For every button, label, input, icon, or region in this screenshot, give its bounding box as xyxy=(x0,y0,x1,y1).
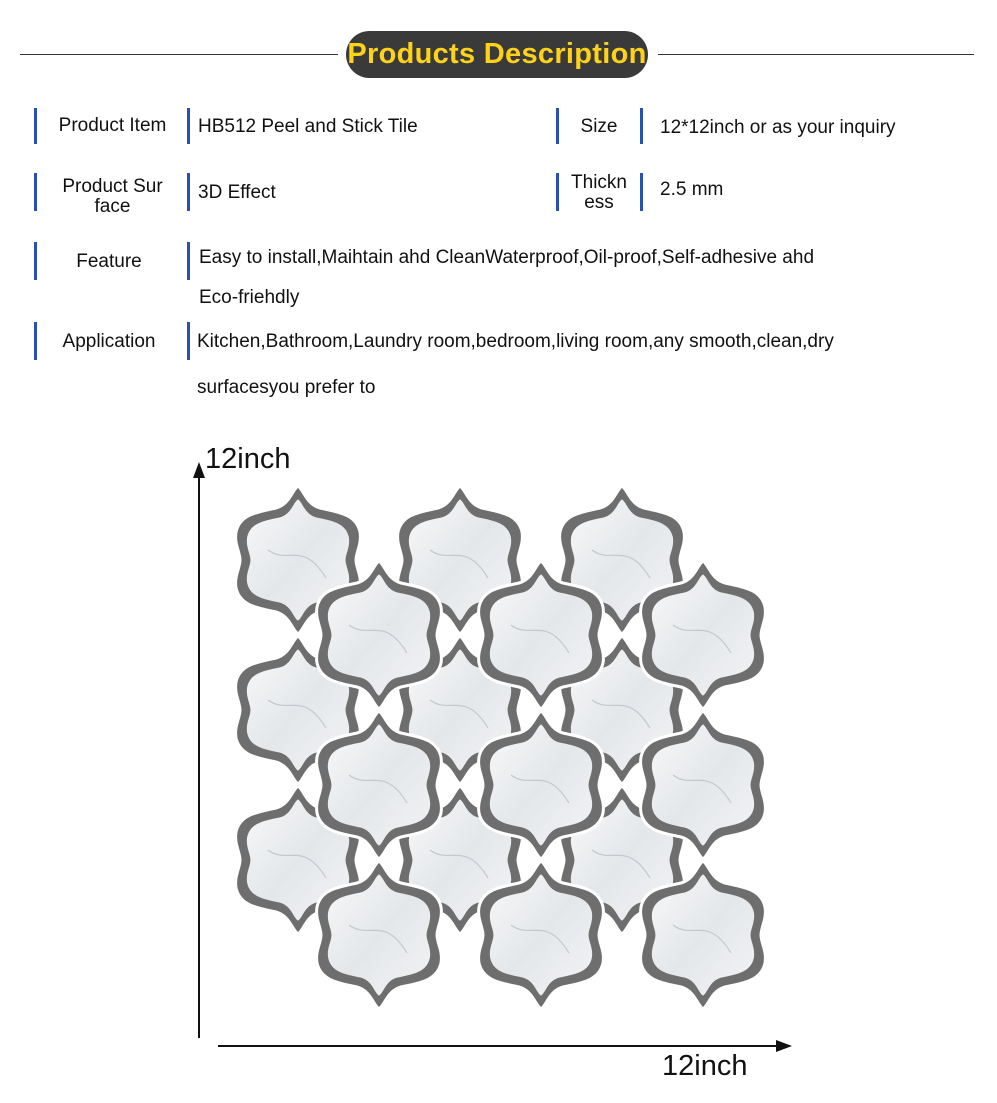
application-value-line1: Kitchen,Bathroom,Laundry room,bedroom,living room,any smooth,clean,dry xyxy=(197,331,834,352)
value-divider-bar xyxy=(187,242,190,280)
value-divider-bar xyxy=(187,108,190,144)
application-label: Application xyxy=(62,331,156,352)
feature-value-line1: Easy to install,Maihtain ahd CleanWaterproof,Oil-proof,Self-adhesive ahd xyxy=(199,247,815,268)
width-dimension-label: 12inch xyxy=(662,1050,748,1082)
product-surface-label-line1: Product Sur xyxy=(62,176,163,197)
application-value xyxy=(197,319,834,411)
feature-value xyxy=(199,236,814,320)
value-divider-bar xyxy=(640,173,643,211)
header-rule-left xyxy=(20,54,338,55)
lantern-tile-sheet-image xyxy=(210,470,790,1040)
label-accent-bar xyxy=(556,108,559,144)
thickness-value: 2.5 mm xyxy=(660,179,724,200)
width-arrow-head xyxy=(776,1040,792,1052)
feature-label: Feature xyxy=(76,251,142,272)
label-accent-bar xyxy=(34,242,37,280)
product-surface-label xyxy=(40,177,185,217)
thickness-label xyxy=(562,173,636,213)
feature-value-line2: Eco-friehdly xyxy=(199,287,300,308)
label-accent-bar xyxy=(34,322,37,360)
thickness-label-line2: ess xyxy=(584,192,614,213)
product-item-label: Product Item xyxy=(58,115,167,136)
height-dimension-label: 12inch xyxy=(205,443,291,475)
product-surface-value: 3D Effect xyxy=(198,182,276,203)
section-title: Products Description xyxy=(347,38,647,70)
value-divider-bar xyxy=(187,173,190,211)
product-surface-label-line2: face xyxy=(94,196,131,217)
thickness-label-line1: Thickn xyxy=(571,172,627,193)
value-divider-bar xyxy=(640,108,643,144)
label-accent-bar xyxy=(556,173,559,211)
label-accent-bar xyxy=(34,173,37,211)
value-divider-bar xyxy=(187,322,190,360)
application-value-line2: surfacesyou prefer to xyxy=(197,377,376,398)
size-label: Size xyxy=(580,116,618,137)
width-arrow-line xyxy=(218,1045,778,1047)
height-arrow-line xyxy=(198,476,200,1038)
section-title-badge xyxy=(346,31,648,78)
label-accent-bar xyxy=(34,108,37,144)
header-rule-right xyxy=(658,54,974,55)
product-item-value: HB512 Peel and Stick Tile xyxy=(198,116,418,137)
size-value: 12*12inch or as your inquiry xyxy=(660,117,896,138)
